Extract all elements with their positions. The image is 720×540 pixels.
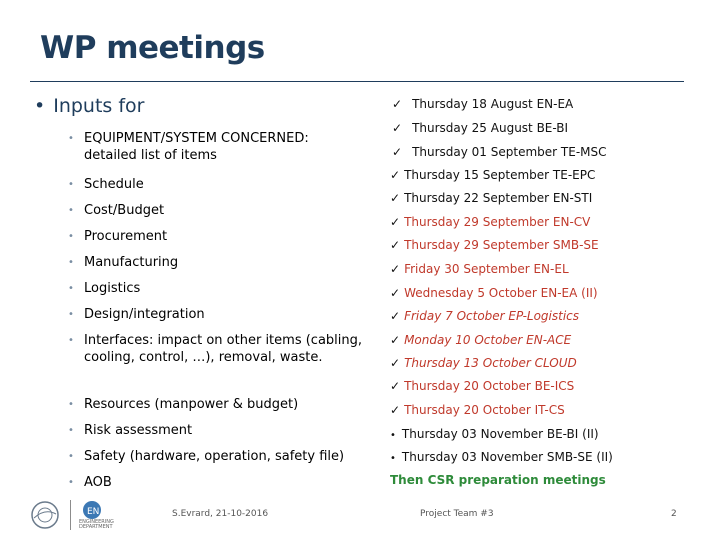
- meeting-item: [390, 332, 571, 348]
- inputs-list-item-text: Risk assessment: [84, 423, 193, 438]
- en-logo-text: ENGINEERING DEPARTMENT: [79, 519, 114, 530]
- meeting-item-text: Thursday 25 August BE-BI: [412, 121, 569, 135]
- meeting-item-text: Thursday 03 November BE-BI (II): [401, 427, 599, 441]
- meeting-item-text: Thursday 18 August EN-EA: [412, 97, 574, 111]
- inputs-list-item-text: AOB: [84, 475, 112, 490]
- checkmark-icon: ✓: [390, 356, 401, 370]
- meeting-item: [390, 402, 565, 418]
- inputs-list-item: [68, 306, 364, 323]
- bullet-icon: •: [68, 425, 74, 436]
- meeting-item: [392, 120, 568, 136]
- svg-text:EN: EN: [87, 507, 100, 517]
- meeting-item: [390, 355, 577, 371]
- inputs-list-item: [68, 202, 364, 219]
- meeting-item: [390, 237, 599, 253]
- inputs-list-item: [68, 254, 364, 271]
- logo-divider: [70, 500, 71, 530]
- meeting-item-text: Friday 30 September EN-EL: [404, 262, 569, 276]
- inputs-list-item-text: Cost/Budget: [84, 203, 165, 218]
- inputs-list-item-text: EQUIPMENT/SYSTEM CONCERNED: detailed list of items: [84, 131, 309, 163]
- meeting-item-text: Thursday 29 September SMB-SE: [404, 238, 599, 252]
- checkmark-icon: ✓: [390, 168, 401, 182]
- checkmark-icon: ✓: [392, 145, 403, 159]
- inputs-list-item-text: Interfaces: impact on other items (cabling, cooling, control, …), removal, waste.: [84, 333, 363, 365]
- inputs-list-item: [68, 396, 364, 413]
- bullet-icon: •: [68, 205, 74, 216]
- meeting-item-text: Thursday 20 October BE-ICS: [404, 379, 575, 393]
- inputs-list-item-text: Design/integration: [84, 307, 205, 322]
- lead-bullet: •: [34, 95, 46, 117]
- meeting-item: [390, 378, 574, 394]
- inputs-list-item: [68, 474, 364, 491]
- inputs-list-item: [68, 448, 364, 465]
- bullet-icon: •: [68, 231, 74, 242]
- bullet-icon: •: [68, 309, 74, 320]
- then-note: Then CSR preparation meetings: [390, 473, 606, 487]
- footer-project: Project Team #3: [420, 509, 494, 519]
- cern-logo: [30, 500, 60, 530]
- checkmark-icon: ✓: [390, 403, 401, 417]
- bullet-icon: •: [68, 133, 74, 144]
- inputs-list-item-text: Safety (hardware, operation, safety file): [84, 449, 345, 464]
- bullet-icon: •: [68, 257, 74, 268]
- bullet-icon: •: [68, 283, 74, 294]
- inputs-list-item-text: Manufacturing: [84, 255, 179, 270]
- bullet-icon: •: [68, 179, 74, 190]
- inputs-list-item: [68, 130, 354, 164]
- checkmark-icon: ✓: [390, 286, 401, 300]
- inputs-list-item-text: Schedule: [84, 177, 144, 192]
- checkmark-icon: ✓: [390, 333, 401, 347]
- inputs-list-item: [68, 176, 364, 193]
- meeting-item: [390, 167, 595, 183]
- inputs-list-item: [68, 422, 364, 439]
- inputs-list-item-text: Logistics: [84, 281, 141, 296]
- checkmark-icon: ✓: [392, 97, 403, 111]
- meeting-item: [390, 190, 592, 206]
- inputs-list-item-text: Procurement: [84, 229, 168, 244]
- checkmark-icon: ✓: [390, 215, 401, 229]
- meeting-item: [390, 426, 599, 444]
- meeting-item-text: Friday 7 October EP-Logistics: [404, 309, 580, 323]
- checkmark-icon: ✓: [390, 309, 401, 323]
- lead-line: [34, 95, 144, 117]
- meeting-item: [390, 214, 590, 230]
- title-divider: [30, 81, 684, 82]
- checkmark-icon: ✓: [390, 238, 401, 252]
- slide-title: WP meetings: [40, 30, 265, 66]
- checkmark-icon: ✓: [390, 379, 401, 393]
- meeting-item-text: Wednesday 5 October EN-EA (II): [404, 286, 598, 300]
- checkmark-icon: ✓: [390, 191, 401, 205]
- bullet-icon: •: [390, 453, 396, 464]
- page-number: 2: [671, 509, 677, 519]
- meeting-item: [390, 449, 613, 467]
- meeting-item-text: Thursday 01 September TE-MSC: [412, 145, 607, 159]
- lead-text: Inputs for: [53, 95, 145, 117]
- bullet-icon: •: [68, 451, 74, 462]
- inputs-list-item: [68, 332, 364, 366]
- meeting-item-text: Thursday 20 October IT-CS: [404, 403, 565, 417]
- meeting-item-text: Thursday 29 September EN-CV: [404, 215, 591, 229]
- bullet-icon: •: [68, 335, 74, 346]
- meeting-item: [392, 96, 573, 112]
- meeting-item: [390, 308, 579, 324]
- inputs-list-item: [68, 228, 364, 245]
- meeting-item: [390, 285, 598, 301]
- meeting-item-text: Thursday 03 November SMB-SE (II): [401, 450, 613, 464]
- meeting-item-text: Monday 10 October EN-ACE: [404, 333, 572, 347]
- meeting-item: [390, 261, 569, 277]
- meeting-item: [392, 144, 607, 160]
- inputs-list-item: [68, 280, 364, 297]
- bullet-icon: •: [68, 477, 74, 488]
- meeting-item-text: Thursday 22 September EN-STI: [404, 191, 593, 205]
- checkmark-icon: ✓: [390, 262, 401, 276]
- meeting-item-text: Thursday 13 October CLOUD: [404, 356, 577, 370]
- meeting-item-text: Thursday 15 September TE-EPC: [404, 168, 596, 182]
- bullet-icon: •: [68, 399, 74, 410]
- inputs-list-item-text: Resources (manpower & budget): [84, 397, 299, 412]
- bullet-icon: •: [390, 430, 396, 441]
- footer-author: S.Evrard, 21-10-2016: [172, 509, 269, 519]
- checkmark-icon: ✓: [392, 121, 403, 135]
